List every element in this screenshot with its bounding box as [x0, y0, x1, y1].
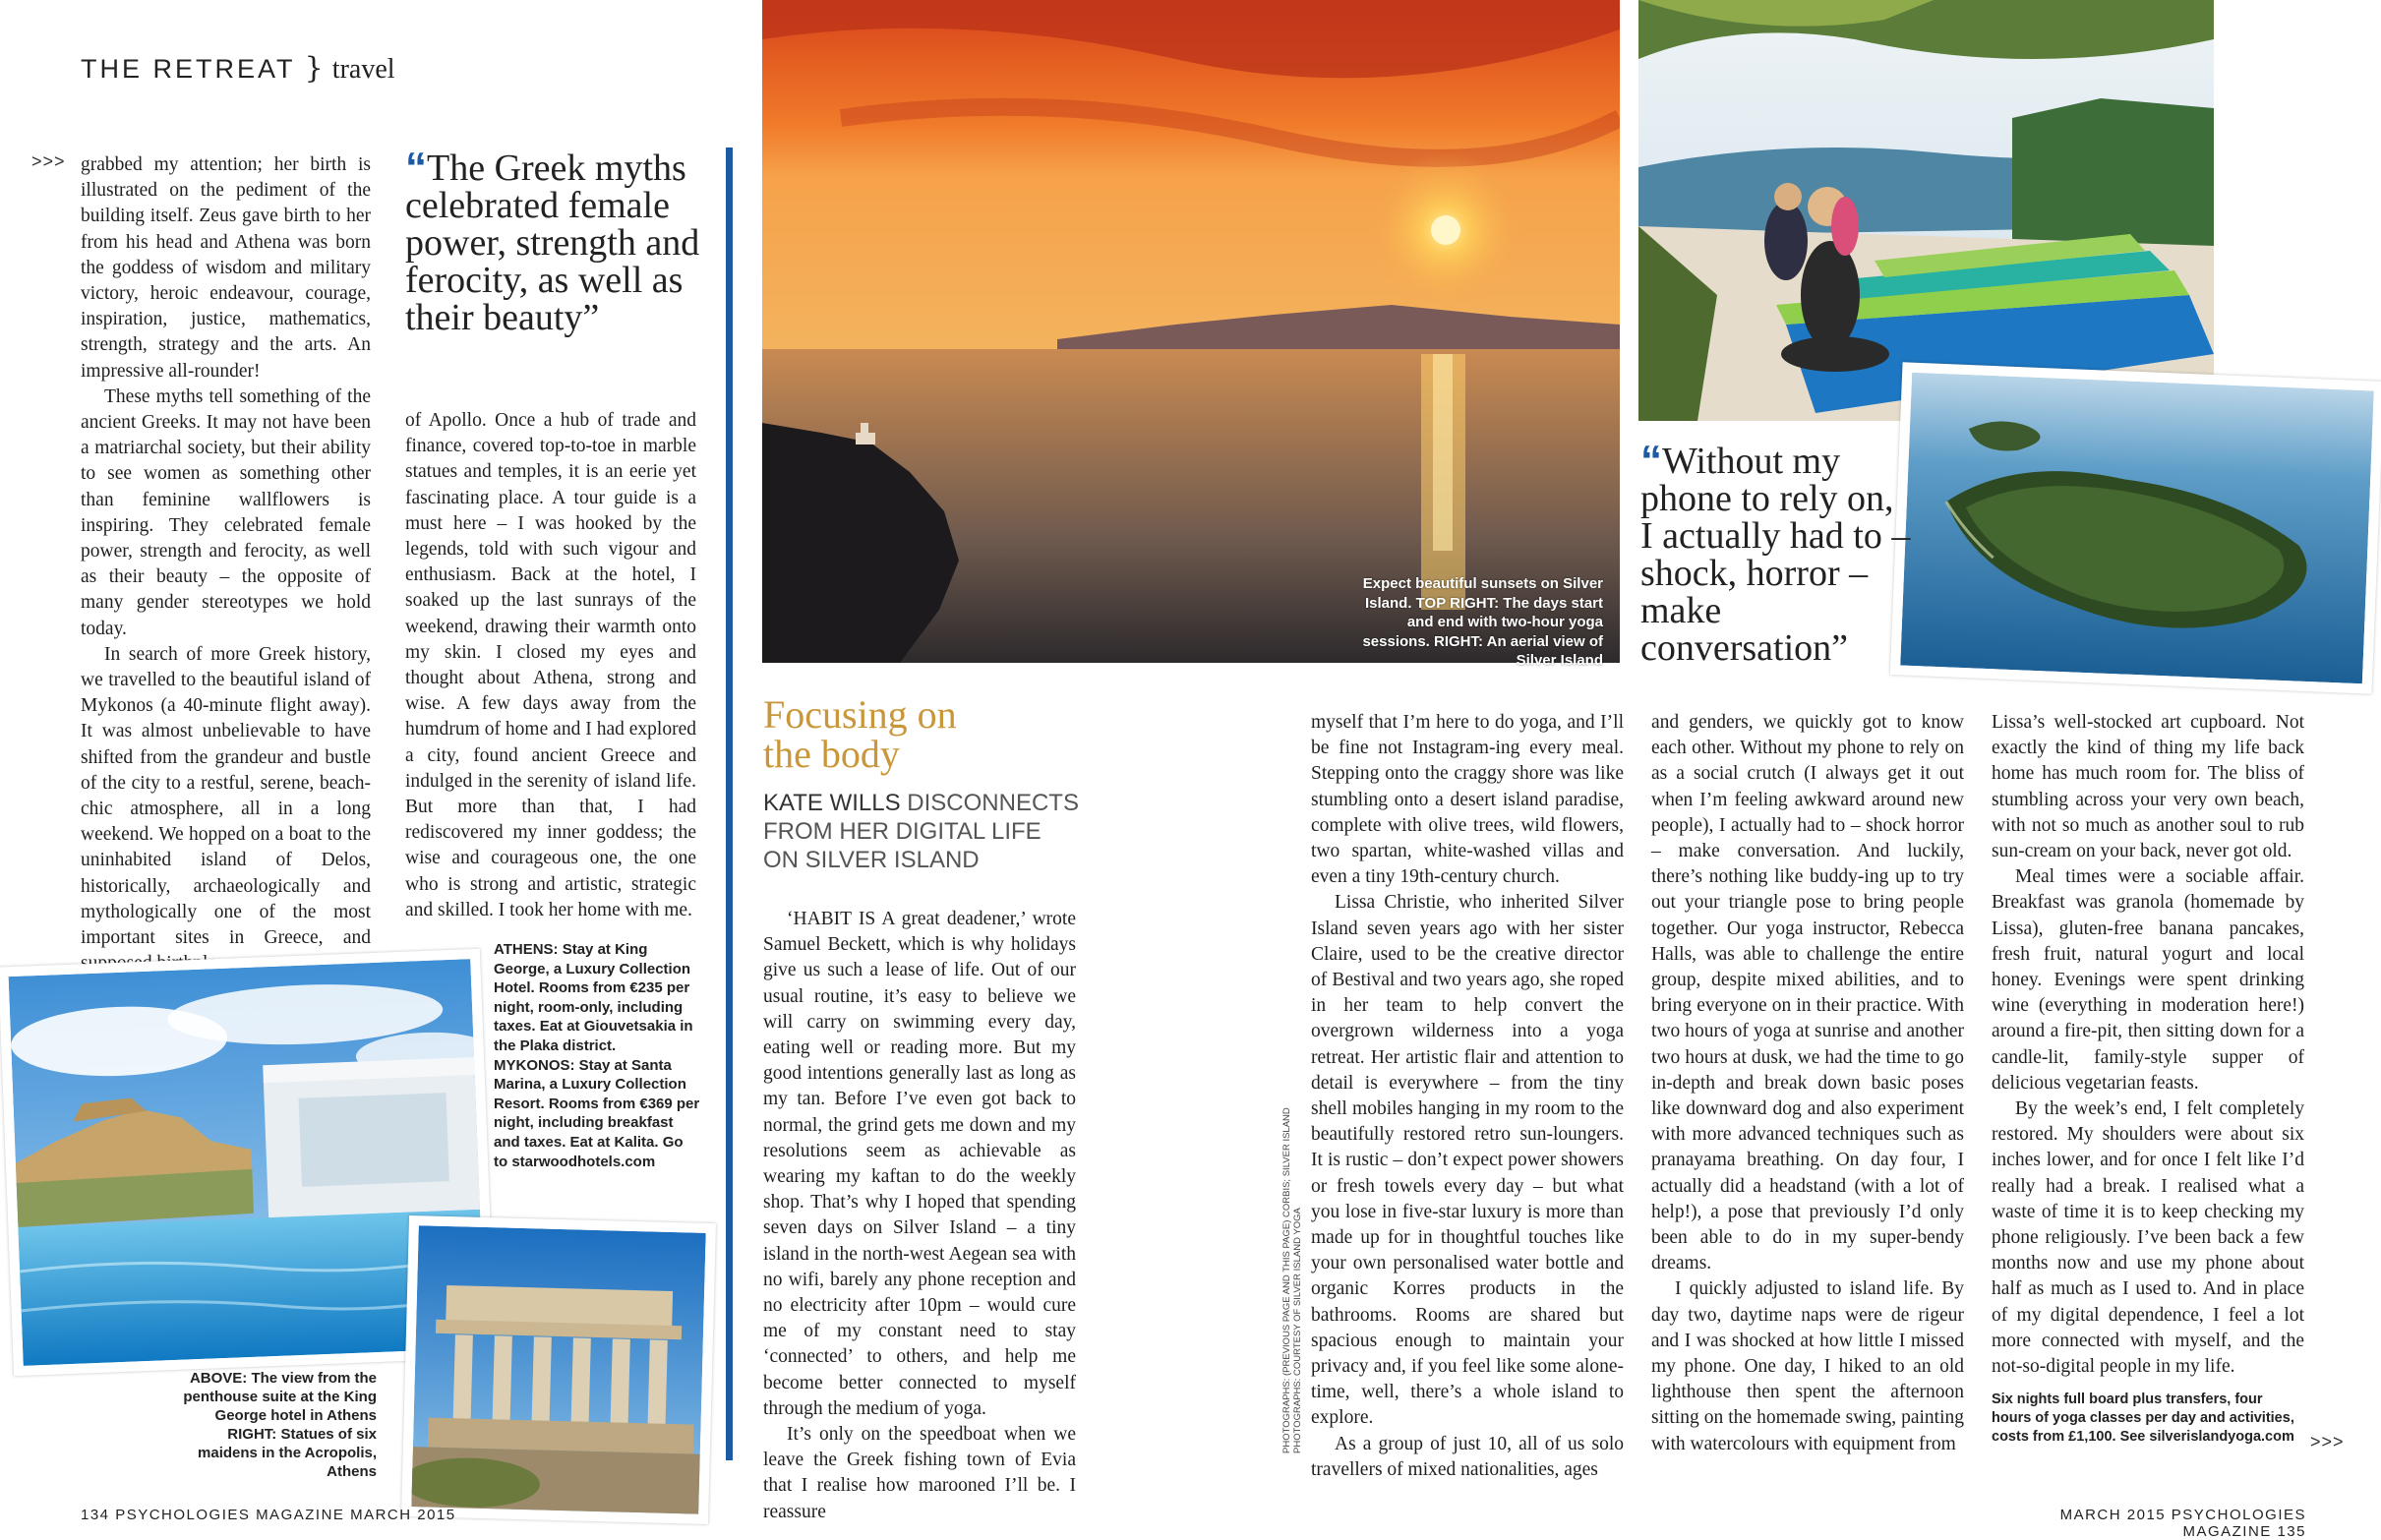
- body-paragraph: Meal times were a sociable affair. Breakfast was granola (homemade by Lissa), gluten-free banana pancakes, fresh fruit, natural yogurt and local honey. Evenings were spent drinking wine (everything in moderation here!) around a fire-pit, then sitting down for a candle-lit, family-style supper of delicious vegetarian feasts.: [1992, 866, 2304, 1094]
- section-label: THE RETREAT: [81, 54, 296, 84]
- body-paragraph: These myths tell something of the ancient Greeks. It may not have been a matriarchal society, but their ability to see women as something other than feminine wallflowers is inspiring. They celebrated female power, strength and ferocity, as well as their beauty – the opposite of many gender stereotypes we hold today.: [81, 385, 371, 639]
- right-column-4: [1992, 710, 2304, 1380]
- pull-quote-right: [1640, 437, 1911, 669]
- body-paragraph: grabbed my attention; her birth is illustrated on the pediment of the building itself. Zeus gave birth to her from his head and Athena was born the goddess of wisdom and military victory, heroic endeavour, courage, inspiration, justice, mathematics, strength, strategy and the arts. An impressive all-rounder!: [81, 154, 371, 382]
- caption-athens-photos: ABOVE: The view from the penthouse suite at the King George hotel in Athens RIGHT: Statues of six maidens in the Acropolis, Athens: [183, 1370, 377, 1480]
- body-paragraph: By the week’s end, I felt completely restored. My shoulders were about six inches lower, and for once I felt like I’d really had a break. I realised what a waste of time it is to keep checking my phone religiously. I’ve been back a few months now and use my phone about half as much as I used to. And in place of my digital dependence, I feel a lot more connected with myself, and the not-so-digital people in my life.: [1992, 1098, 2304, 1378]
- quote-mark: “: [1640, 437, 1662, 485]
- photo-acropolis-maidens: [401, 1215, 716, 1524]
- standfirst: [763, 789, 1083, 874]
- acropolis-image: [411, 1225, 705, 1514]
- body-paragraph: ‘HABIT IS A great deadener,’ wrote Samuel Beckett, which is why holidays give us such a lease of life. Out of our usual routine, it’s easy to believe we will carry on swimming every day, eating well or reading more. But my good intentions generally last as long as my tan. Before I’ve even got back to normal, the grind gets me down and my resolutions seem as achievable as wearing my kaftan to do the weekly shop. That’s why I hoped that spending seven days on Silver Island – a tiny island in the north-west Aegean sea with no wifi, barely any phone reception and no electricity after 10pm – would cure me of my constant need to stay ‘connected’ to others, and help me become better connected to myself through the medium of yoga.: [763, 909, 1076, 1419]
- photo-credit: PHOTOGRAPHS: (PREVIOUS PAGE AND THIS PAGE) CORBIS; SILVER ISLAND PHOTOGRAPHS: COURTESY OF SILVER ISLAND YOGA: [1281, 1107, 1303, 1453]
- caption-sunset: Expect beautiful sunsets on Silver Island. TOP RIGHT: The days start and end with two-hour yoga sessions. RIGHT: An aerial view of Silver Island: [1362, 575, 1603, 669]
- column-rule: [726, 148, 733, 1460]
- body-paragraph: It’s only on the speedboat when we leave the Greek fishing town of Evia that I realise how marooned I’ll be. I reassure: [763, 1424, 1076, 1522]
- body-paragraph: Lissa Christie, who inherited Silver Island seven years ago with her sister Claire, used to be the creative director of Bestival and two years ago, she roped in her team to help convert the overgrown wilderness into a yoga retreat. Her artistic flair and attention to detail is everywhere – from the tiny shell mobiles hanging in my room to the beautifully restored retro sun-loungers. It is rustic – don’t expect power showers or fresh towels every day – but what you lose in five-star luxury is more than made up for in thoughtful touches like your own personalised water bottle and organic Korres products in the bathrooms. Rooms are shared but spacious enough to maintain your privacy and, if you feel like some alone-time, well, there’s a whole island to explore.: [1311, 892, 1624, 1429]
- right-column-3: [1651, 710, 1964, 1457]
- photo-sunset: [762, 0, 1620, 663]
- topic-label: travel: [331, 54, 395, 85]
- quote-mark: “: [405, 144, 427, 192]
- standfirst-text: DISCONNECTS FROM HER DIGITAL LIFE ON SILVER ISLAND: [763, 790, 1079, 873]
- folio-left: 134 PSYCHOLOGIES MAGAZINE MARCH 2015: [81, 1507, 456, 1523]
- aerial-island-image: [1900, 373, 2374, 684]
- body-paragraph: In search of more Greek history, we travelled to the beautiful island of Mykonos (a 40-minute flight away). It was almost unbelievable to have shifted from the grandeur and bustle of the city to a restful, serene, beach-chic atmosphere, all in a long weekend. We hopped on a boat to the uninhabited island of Delos, historically, archaeologically and mythologically one of the most important sites in Greece, and: [81, 643, 371, 949]
- pull-quote-text: Without my phone to rely on, I actually had to – shock, horror – make conversation”: [1640, 441, 1911, 669]
- photo-aerial-island: [1890, 362, 2381, 693]
- body-paragraph: As a group of just 10, all of us solo travellers of mixed nationalities, ages: [1311, 1433, 1624, 1480]
- continued-marker-right: >>>: [2310, 1432, 2345, 1451]
- author-name: KATE WILLS: [763, 790, 901, 816]
- body-paragraph: I quickly adjusted to island life. By day two, daytime naps were de rigeur and I was shocked at how little I missed my phone. One day, I hiked to an old lighthouse then spent the afternoon sitting on the homemade swing, painting with watercolours with equipment from: [1651, 1278, 1964, 1454]
- right-column-2: [1311, 710, 1624, 1483]
- yoga-image: [1638, 0, 2214, 421]
- body-paragraph: of Apollo. Once a hub of trade and finance, covered top-to-toe in marble statues and temples, it is an eerie yet fascinating place. A tour guide is a must here – I was hooked by the legends, told with such vigour and enthusiasm. Back at the hotel, I soaked up the last sunrays of the weekend, drawing their warmth onto my skin. I closed my eyes and thought about Athena, strong and wise. A few days away from the humdrum of home and I had explored a city, found ancient Greece and indulged in the serenity of island life. But more than that, I had rediscovered my inner goddess; the wise and courageous one, the one who is strong and artistic, strategic and skilled. I took her home with me.: [405, 410, 696, 920]
- photo-yoga: [1638, 0, 2214, 421]
- pull-quote-text: The Greek myths celebrated female power, strength and ferocity, as well as their beauty”: [405, 148, 700, 338]
- headline: Focusing on the body: [763, 692, 957, 776]
- pull-quote-left: [405, 144, 700, 338]
- body-paragraph: Lissa’s well-stocked art cupboard. Not exactly the kind of thing my life back home has much room for. The bliss of stumbling across your very own beach, with not so much as another soul to rub sun-cream on your back, never got old.: [1992, 712, 2304, 862]
- right-column-1: [763, 907, 1076, 1525]
- left-column-2: [405, 408, 696, 923]
- continued-marker-left: >>>: [31, 151, 66, 171]
- header-brace: }: [304, 51, 324, 86]
- left-column-1: [81, 152, 371, 977]
- info-box-silver-island: Six nights full board plus transfers, four hours of yoga classes per day and activities, costs from £1,100. See silverislandyoga.com: [1992, 1392, 2294, 1445]
- running-header: [81, 51, 395, 87]
- folio-right: MARCH 2015 PSYCHOLOGIES MAGAZINE 135: [2059, 1507, 2306, 1540]
- body-paragraph: myself that I’m here to do yoga, and I’ll be fine not Instagram-ing every meal. Stepping onto the craggy shore was like stumbling onto a desert island paradise, complete with olive trees, wild flowers, two spartan, white-washed villas and even a tiny 19th-century church.: [1311, 712, 1624, 888]
- sunset-image: [762, 0, 1620, 663]
- body-paragraph: and genders, we quickly got to know each other. Without my phone to rely on as a social crutch (I always get it out when I’m feeling awkward around new people), I actually had to – shock horror – make conversation. And luckily, there’s nothing like buddy-ing up to try out your triangle pose to bring people together. Our yoga instructor, Rebecca Halls, was able to challenge the entire group, despite mixed abilities, and to bring everyone on in their practice. With two hours of yoga at sunrise and another two hours at dusk, we had the time to go in-depth and break down basic poses like downward dog and also experiment with more advanced techniques such as pranayama breathing. On day four, I actually did a headstand (with a lot of help!), a pose that previously I’d only been able to do in my super-bendy dreams.: [1651, 712, 1964, 1274]
- info-box-athens: ATHENS: Stay at King George, a Luxury Collection Hotel. Rooms from €235 per night, room-only, including taxes. Eat at Giouvetsakia in the Plaka district. MYKONOS: Stay at Santa Marina, a Luxury Collection Resort. Rooms from €369 per night, including breakfast and taxes. Eat at Kalita. Go to starwoodhotels.com: [494, 941, 700, 1170]
